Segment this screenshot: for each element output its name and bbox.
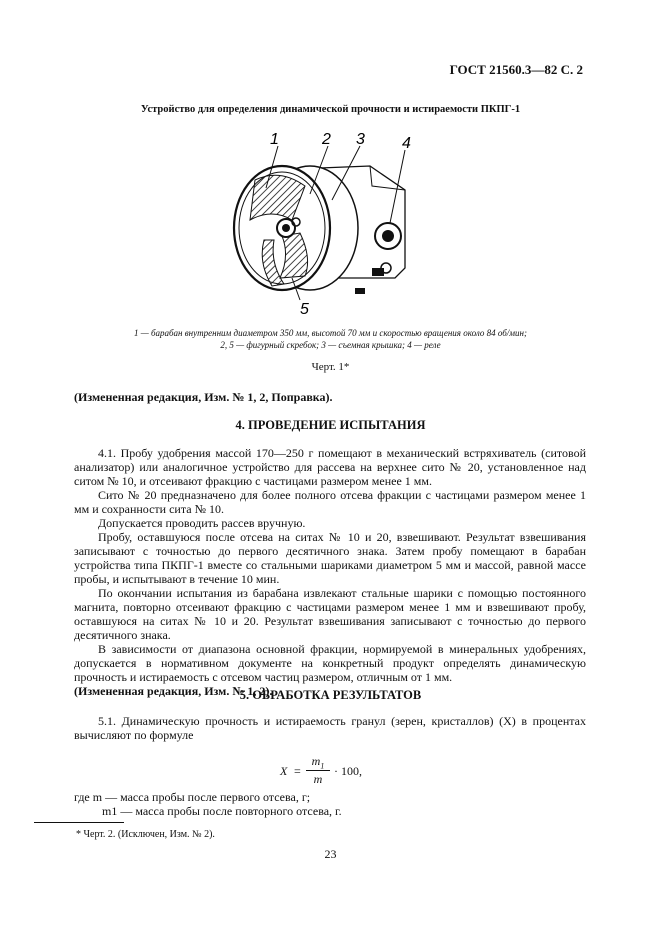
figure-title: Устройство для определения динамической прочности и истираемости ПКПГ-1 <box>140 104 521 115</box>
label-2: 2 <box>322 131 331 148</box>
paragraph: 4.1. Пробу удобрения массой 170—250 г помещают в механический встряхиватель (ситовой анализатор) или аналогичное устройство для рассева на верхнее сито № 20, установленное над ситом № 10, и отсеивают фракцию с частицами размером менее 1 мм. <box>74 446 586 488</box>
formula-lhs: X <box>280 764 288 778</box>
caption-line-1: 1 — барабан внутренним диаметром 350 мм, высотой 70 мм и скоростью вращения около 84 об/мин; <box>133 328 528 338</box>
paragraph: Допускается проводить рассев вручную. <box>98 516 306 530</box>
footnote-rule <box>34 822 124 823</box>
figure-caption <box>60 327 601 351</box>
formula-tail: · 100, <box>334 764 362 778</box>
paragraph: В зависимости от диапазона основной фракции, нормируемой в минеральных удобрениях, допускается в нормативном документе на конкретный продукт определять динамическую прочность и истираемость с отсевом частиц размером, отличным от 1 мм. <box>74 642 586 684</box>
paragraph: Пробу, оставшуюся после отсева на ситах № 10 и 20, взвешивают. Результат взвешивания записывают с точностью до первого десятичного знака. Затем пробу помещают в барабан устройства типа ПКПГ-1 вместе со стальными шариками диаметром 5 мм и массой, равной массе пробы, и испытывают в течение 10 мин. <box>74 530 586 586</box>
legend-line-2: m1 — масса пробы после повторного отсева, г. <box>102 804 342 818</box>
paragraph: 5.1. Динамическую прочность и истираемость гранул (зерен, кристаллов) (X) в процентах вычисляют по формуле <box>74 714 586 742</box>
paragraph: Сито № 20 предназначено для более полного отсева фракции с частицами размером менее 1 мм и сохранности сита № 10. <box>74 488 586 516</box>
footnote: * Черт. 2. (Исключен, Изм. № 2). <box>76 829 215 840</box>
page-number: 23 <box>324 847 337 861</box>
formula-denominator: m <box>313 772 323 786</box>
legend <box>74 790 342 818</box>
section-5-heading: 5. ОБРАБОТКА РЕЗУЛЬТАТОВ <box>239 688 422 702</box>
figure-number: Черт. 1* <box>311 361 350 373</box>
section-5-body <box>74 714 586 742</box>
formula-numerator: $m_1$ <box>306 754 330 771</box>
revision-note-2: (Измененная редакция, Изм. № 1, 2). <box>74 684 273 698</box>
section-4-heading: 4. ПРОВЕДЕНИЕ ИСПЫТАНИЯ <box>235 418 426 432</box>
section-4-body <box>74 446 586 698</box>
label-3: 3 <box>356 131 365 148</box>
device-drawing <box>200 128 450 318</box>
revision-note-1: (Измененная редакция, Изм. № 1, 2, Поправка). <box>74 390 333 404</box>
caption-line-2: 2, 5 — фигурный скребок; 3 — съемная крышка; 4 — реле <box>220 340 441 350</box>
legend-line-1: где m — масса пробы после первого отсева, г; <box>74 790 311 804</box>
formula <box>0 754 661 788</box>
formula-eq: = <box>294 764 301 778</box>
label-4: 4 <box>402 135 411 152</box>
paragraph: По окончании испытания из барабана извлекают стальные шарики с помощью постоянного магнита, повторно отсеивают фракцию с частицами размером менее 1 мм и взвешивают пробу, оставшуюся на ситах № 10 и 20. Результат взвешивания записывают с точностью до первого десятичного знака. <box>74 586 586 642</box>
page-header: ГОСТ 21560.3—82 С. 2 <box>449 62 583 77</box>
label-1: 1 <box>270 131 279 148</box>
label-5: 5 <box>300 301 309 318</box>
